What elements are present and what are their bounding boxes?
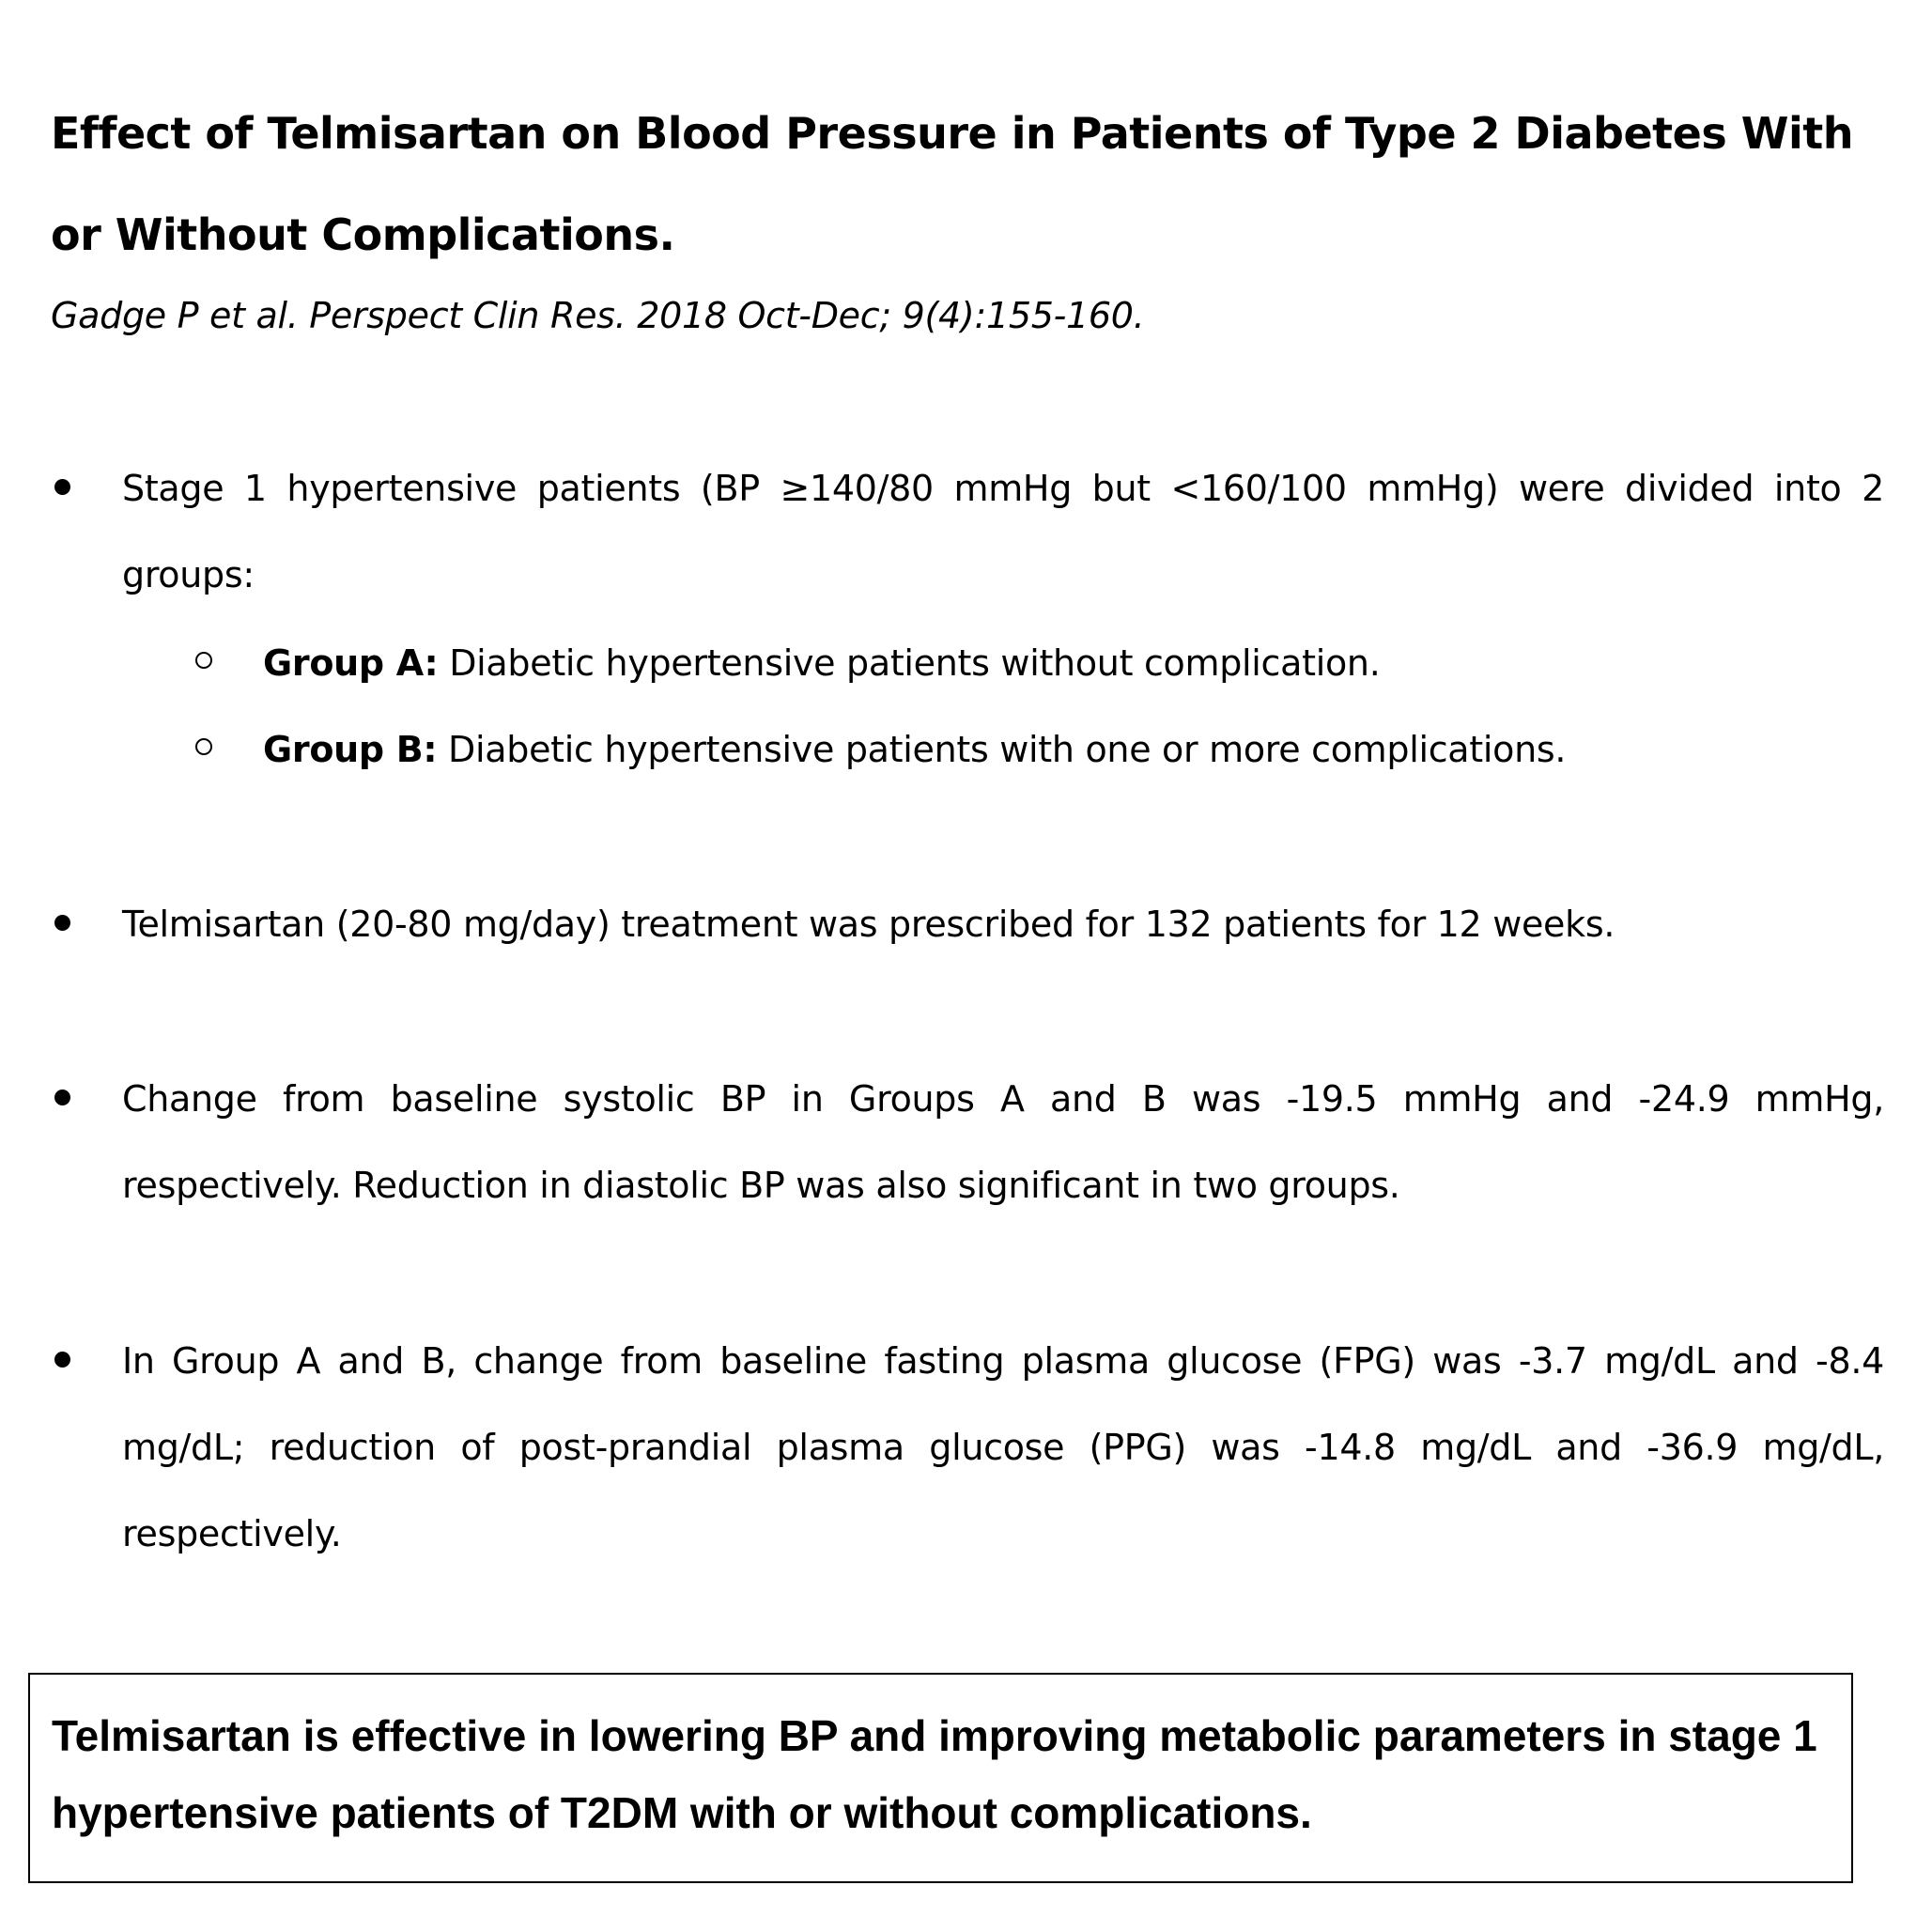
bullet-text: Telmisartan (20-80 mg/day) treatment was prescribed for 132 patients for 12 weeks.	[122, 904, 1615, 945]
bullet-text: Stage 1 hypertensive patients (BP ≥140/80 mmHg but <160/100 mmHg) were divided into 2 groups:	[122, 468, 1884, 595]
circle-bullet-icon	[195, 652, 212, 669]
circle-bullet-icon	[195, 738, 212, 755]
bullet-icon	[54, 915, 70, 931]
group-b-description: Diabetic hypertensive patients with one or more complications.	[437, 729, 1567, 770]
bullet-text: Change from baseline systolic BP in Groups A and B was -19.5 mmHg and -24.9 mmHg, respectively. Reduction in diastolic BP was also significant in two groups.	[122, 1078, 1884, 1206]
bullet-icon	[54, 1090, 70, 1105]
bullet-icon	[54, 479, 70, 495]
group-a-label: Group A:	[263, 642, 439, 684]
group-b-label: Group B:	[263, 729, 438, 770]
bullet-icon	[54, 1352, 70, 1368]
conclusion-text: Telmisartan is effective in lowering BP and improving metabolic parameters in stage 1 hypertensive patients of T2DM with or without complications.	[52, 1711, 1817, 1837]
conclusion-box	[28, 1673, 1853, 1883]
document-title: Effect of Telmisartan on Blood Pressure in Patients of Type 2 Diabetes With or Without Complications.	[51, 108, 1854, 260]
group-a-description: Diabetic hypertensive patients without complication.	[438, 642, 1381, 684]
bullet-text: In Group A and B, change from baseline fasting plasma glucose (FPG) was -3.7 mg/dL and -8.4 mg/dL; reduction of post-prandial plasma glucose (PPG) was -14.8 mg/dL and -36.9 mg/dL, respectively.	[122, 1340, 1884, 1554]
citation: Gadge P et al. Perspect Clin Res. 2018 Oct-Dec; 9(4):155-160.	[51, 295, 1145, 336]
